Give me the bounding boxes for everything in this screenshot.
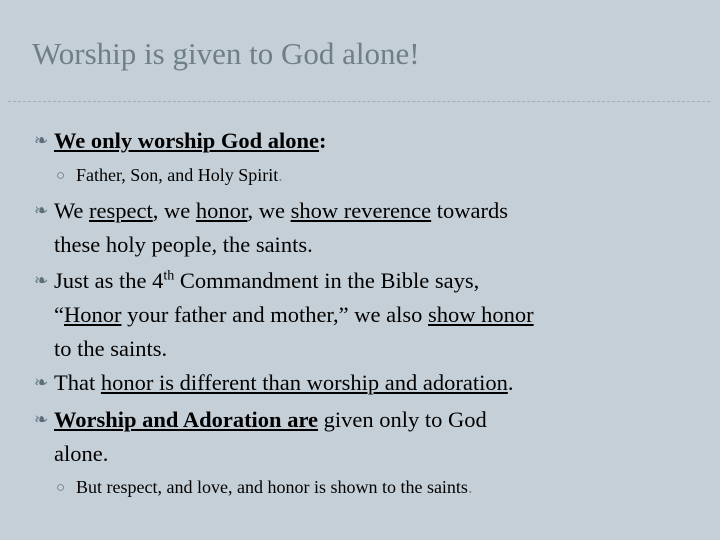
bullet-icon: ❧ [34, 373, 49, 392]
slide-title: Worship is given to God alone! [32, 36, 420, 71]
bullet-1-emphasis: We only worship God alone [54, 128, 320, 153]
bullet-5: ❧ Worship and Adoration are given only to God alone. [34, 403, 694, 471]
sub-bullet-2: ○ But respect, and love, and honor is shown to the saints. [56, 474, 696, 500]
bullet-icon: ❧ [34, 131, 49, 150]
sub-bullet-1: ○ Father, Son, and Holy Spirit. [56, 162, 696, 188]
bullet-icon: ❧ [34, 271, 49, 290]
bullet-icon: ❧ [34, 201, 49, 220]
bullet-1: ❧ We only worship God alone: [34, 124, 694, 158]
title-divider [8, 101, 710, 102]
ring-bullet-icon: ○ [56, 480, 66, 496]
bullet-icon: ❧ [34, 410, 49, 429]
bullet-3: ❧ Just as the 4th Commandment in the Bible says, “Honor your father and mother,” we also show honor to the saints. [34, 264, 694, 366]
bullet-4: ❧ That honor is different than worship and adoration. [34, 366, 694, 400]
bullet-2: ❧ We respect, we honor, we show reverence towards these holy people, the saints. [34, 194, 694, 262]
ring-bullet-icon: ○ [56, 168, 66, 184]
